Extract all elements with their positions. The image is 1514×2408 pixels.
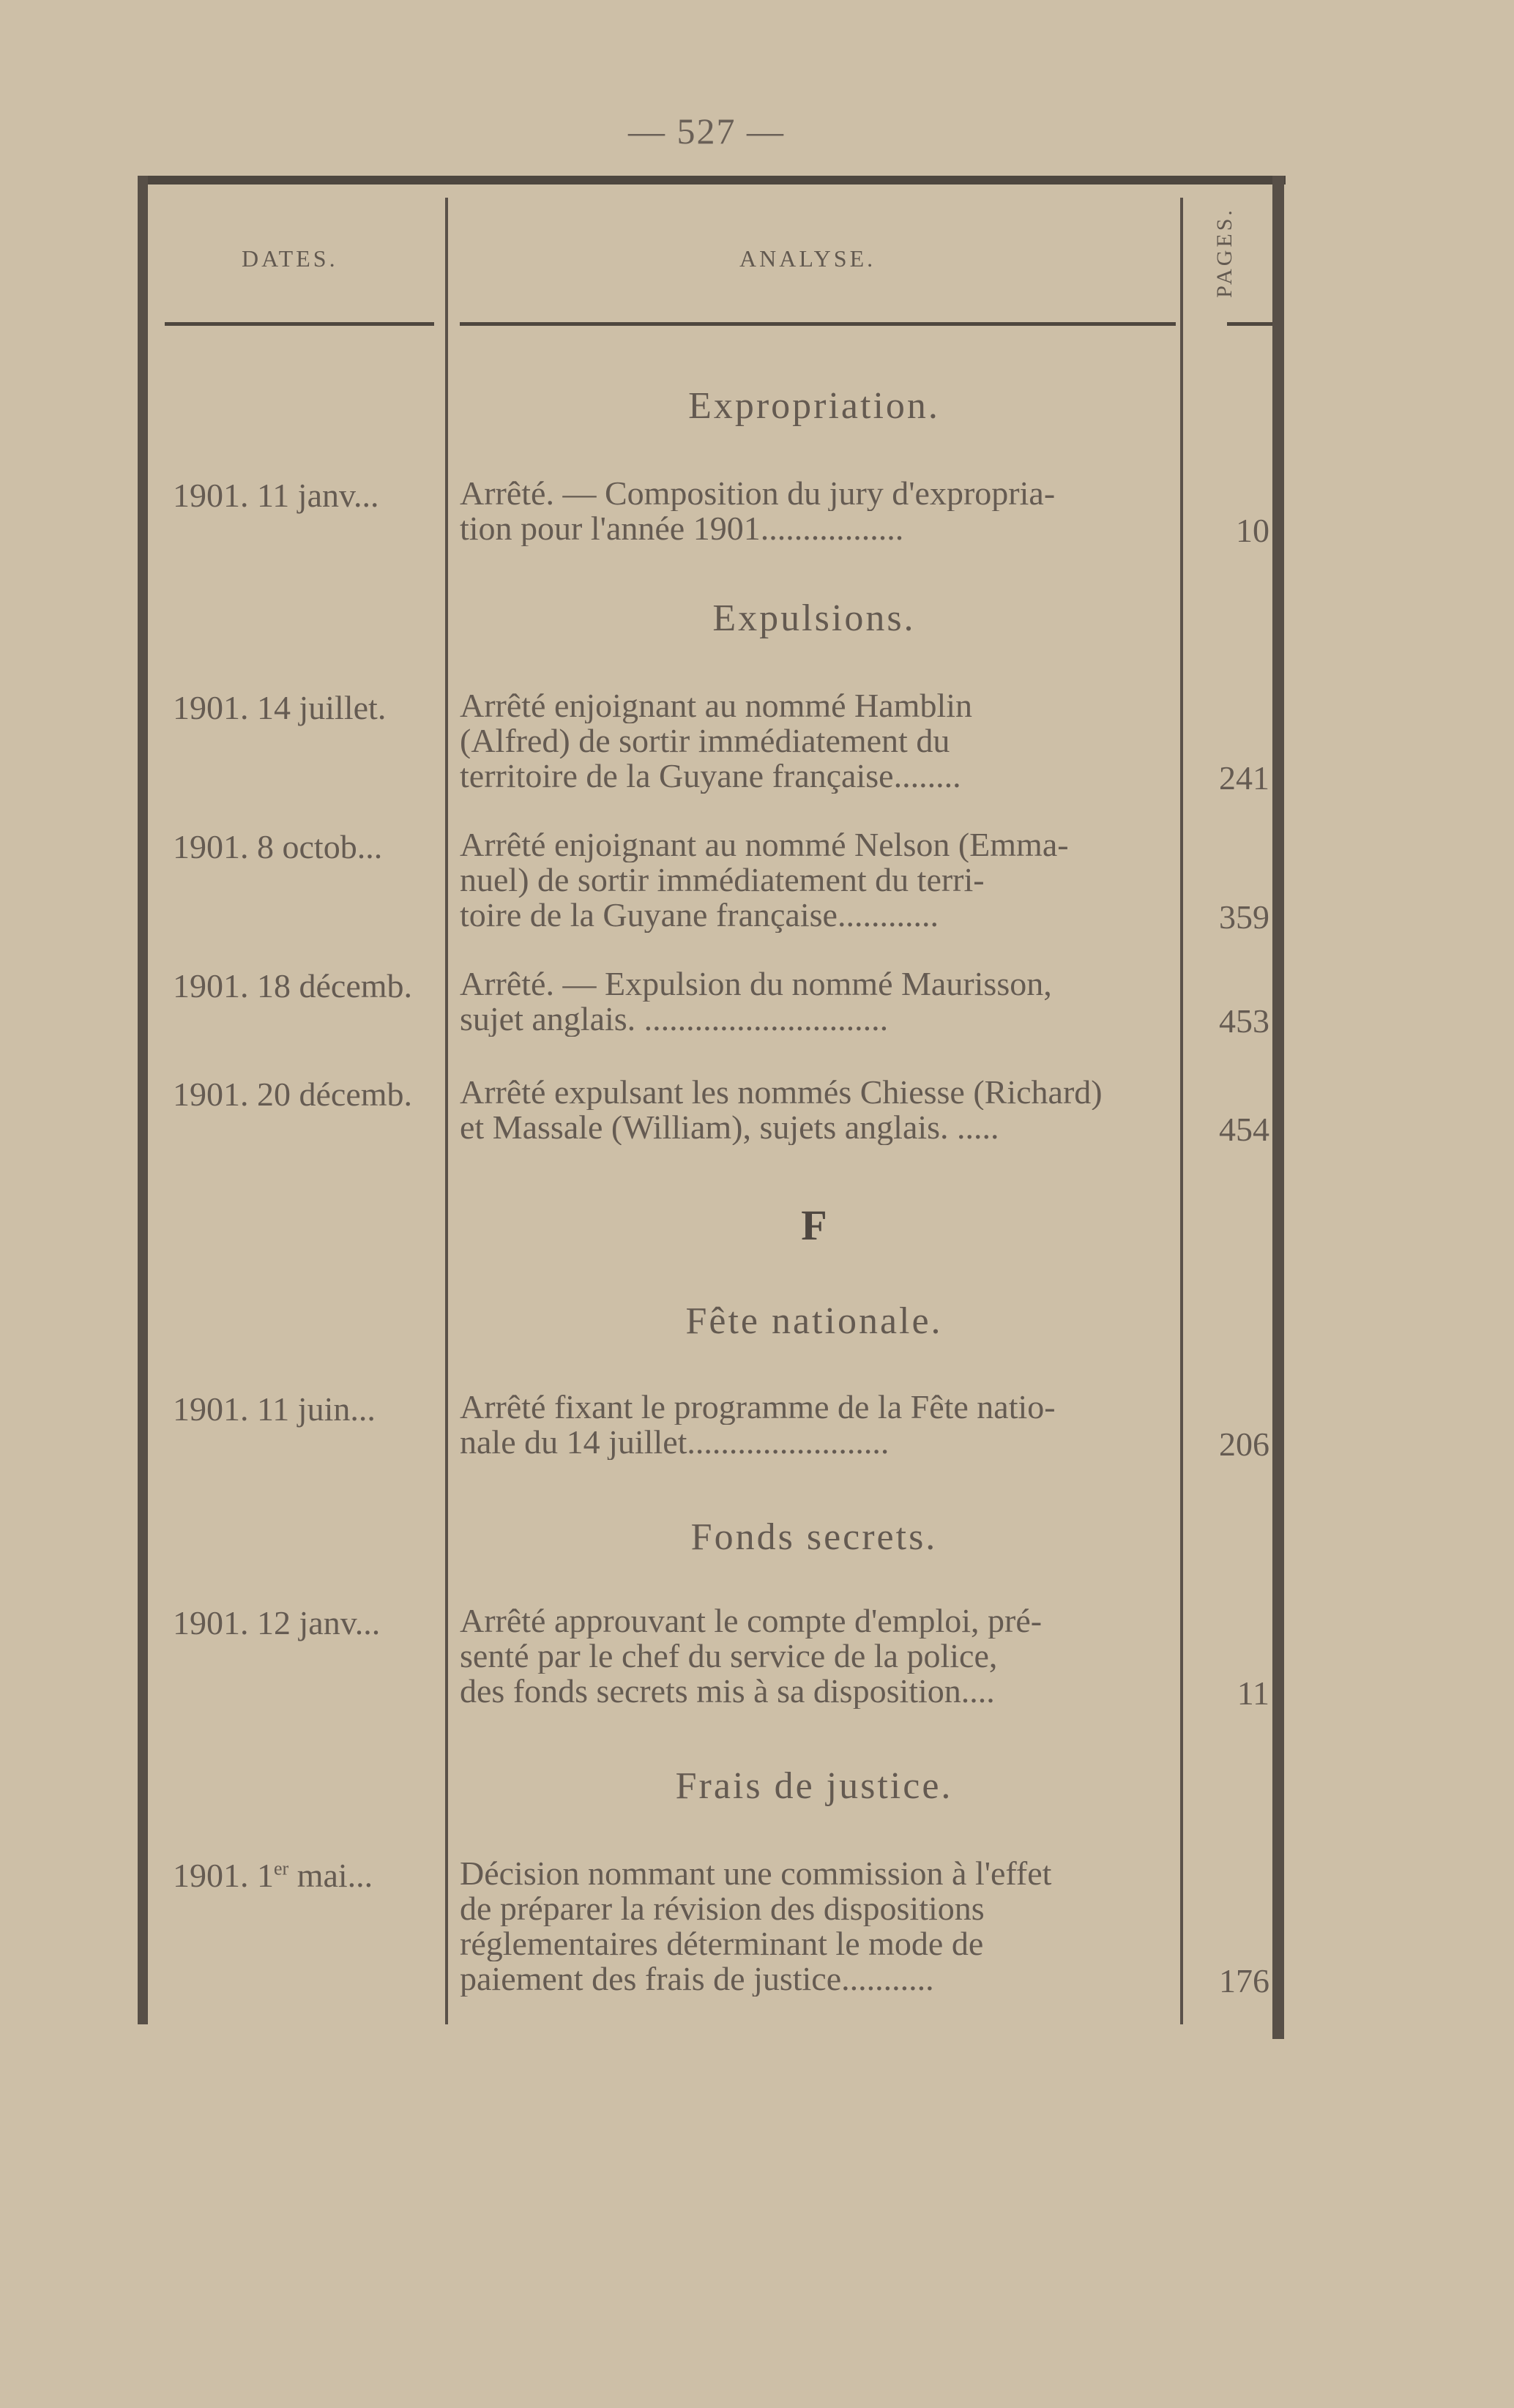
analysis-line: Arrêté fixant le programme de la Fête natio- xyxy=(460,1390,1056,1425)
analysis-line: territoire de la Guyane française........ xyxy=(460,758,961,794)
analysis-line: toire de la Guyane française............ xyxy=(460,898,939,933)
column-header-analyse: ANALYSE. xyxy=(739,245,876,272)
analysis-line: (Alfred) de sortir immédiatement du xyxy=(460,723,950,758)
table-left-border xyxy=(138,176,148,2024)
analysis-line: Arrêté approuvant le compte d'emploi, pré- xyxy=(460,1603,1043,1639)
entry-page-ref: 454 xyxy=(1219,1111,1269,1148)
analysis-line: Décision nommant une commission à l'effet xyxy=(460,1856,1052,1891)
alphabet-letter: F xyxy=(801,1201,827,1249)
header-rule-analyse xyxy=(460,322,1176,326)
entry-date-superscript: er xyxy=(274,1857,289,1879)
analysis-line: Arrêté. — Composition du jury d'expropria- xyxy=(460,476,1056,511)
analysis-line: Arrêté enjoignant au nommé Hamblin xyxy=(460,688,973,723)
entry-date-prefix: 1901. 1 xyxy=(173,1857,274,1894)
entry-analysis xyxy=(460,827,1176,933)
entry-analysis xyxy=(460,1856,1176,1997)
entry-date: 1901. 14 juillet. xyxy=(173,689,387,726)
entry-date: 1901. 18 décemb. xyxy=(173,967,413,1004)
analysis-line: et Massale (William), sujets anglais. ..... xyxy=(460,1110,999,1145)
analysis-line: nale du 14 juillet........................ xyxy=(460,1425,890,1460)
section-title-frais-de-justice: Frais de justice. xyxy=(675,1765,953,1807)
analysis-line: Arrêté enjoignant au nommé Nelson (Emma- xyxy=(460,827,1069,862)
column-divider-dates xyxy=(445,198,448,2024)
analysis-line: Arrêté. — Expulsion du nommé Maurisson, xyxy=(460,966,1052,1002)
entry-date xyxy=(173,1856,445,1895)
header-rule-pages xyxy=(1227,322,1272,326)
entry-date-suffix: mai... xyxy=(288,1857,373,1894)
section-title-expropriation: Expropriation. xyxy=(688,385,940,427)
column-header-dates: DATES. xyxy=(242,245,338,272)
section-title-expulsions: Expulsions. xyxy=(712,597,916,639)
page-number: — 527 — xyxy=(628,111,785,152)
entry-date: 1901. 11 juin... xyxy=(173,1390,376,1428)
entry-page-ref: 11 xyxy=(1237,1674,1269,1712)
header-rule-dates xyxy=(165,322,434,326)
analysis-line: des fonds secrets mis à sa disposition.... xyxy=(460,1674,995,1709)
entry-date: 1901. 8 octob... xyxy=(173,828,383,865)
entry-analysis xyxy=(460,1390,1176,1460)
entry-analysis xyxy=(460,1075,1176,1145)
entry-page-ref: 176 xyxy=(1219,1962,1269,1999)
entry-analysis xyxy=(460,476,1176,546)
analysis-line: paiement des frais de justice........... xyxy=(460,1961,934,1997)
analysis-line: Arrêté expulsant les nommés Chiesse (Richard) xyxy=(460,1075,1103,1110)
column-header-pages: PAGES. xyxy=(1212,207,1237,298)
entry-date: 1901. 11 janv... xyxy=(173,477,379,514)
entry-date: 1901. 20 décemb. xyxy=(173,1076,413,1113)
entry-analysis xyxy=(460,1603,1176,1709)
analysis-line: de préparer la révision des dispositions xyxy=(460,1891,985,1926)
entry-analysis xyxy=(460,966,1176,1037)
analysis-line: tion pour l'année 1901................. xyxy=(460,511,904,546)
analysis-line: nuel) de sortir immédiatement du terri- xyxy=(460,862,985,898)
table-top-border xyxy=(138,176,1286,184)
entry-date: 1901. 12 janv... xyxy=(173,1604,381,1641)
entry-page-ref: 453 xyxy=(1219,1002,1269,1040)
entry-page-ref: 10 xyxy=(1236,512,1269,549)
entry-analysis xyxy=(460,688,1176,794)
section-title-fete-nationale: Fête nationale. xyxy=(685,1300,943,1342)
table-right-border xyxy=(1272,176,1284,2039)
entry-page-ref: 206 xyxy=(1219,1425,1269,1463)
section-title-fonds-secrets: Fonds secrets. xyxy=(690,1516,938,1558)
entry-page-ref: 359 xyxy=(1219,898,1269,936)
analysis-line: sujet anglais. ............................. xyxy=(460,1002,889,1037)
analysis-line: réglementaires déterminant le mode de xyxy=(460,1926,984,1961)
analysis-line: senté par le chef du service de la police, xyxy=(460,1639,998,1674)
entry-page-ref: 241 xyxy=(1219,759,1269,797)
